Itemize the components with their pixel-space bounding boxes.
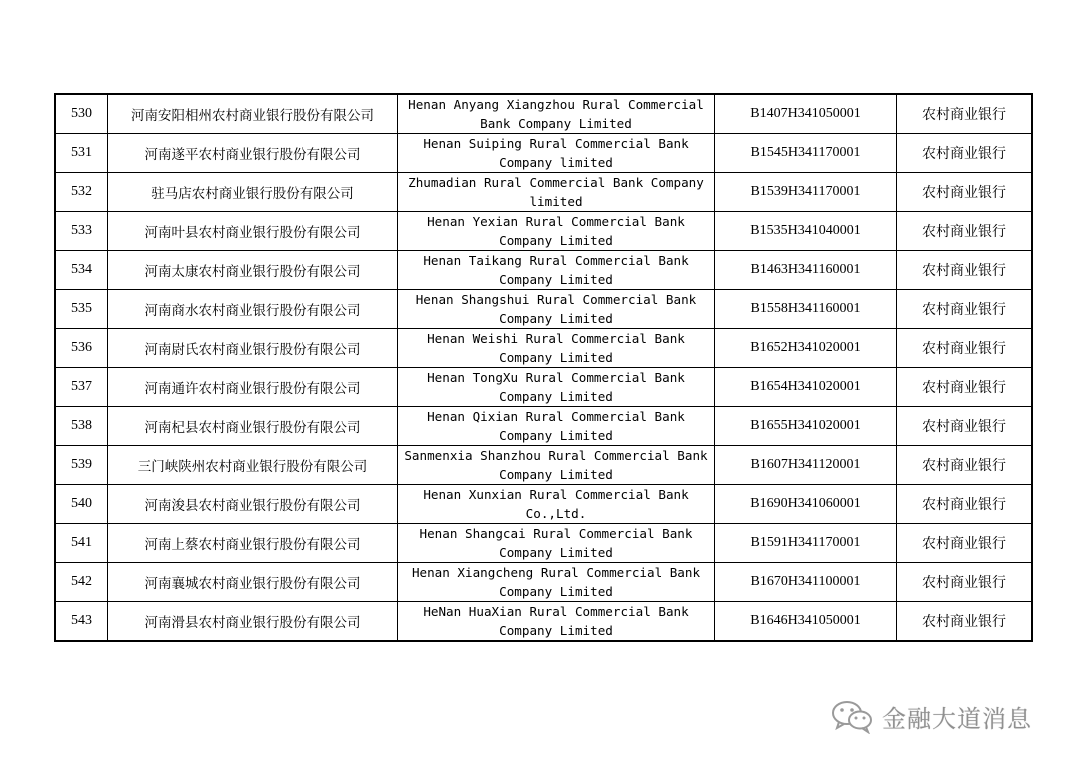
bank-name-english: Henan Xunxian Rural Commercial Bank Co.,Ltd.: [398, 485, 715, 524]
institution-code: B1652H341020001: [715, 329, 897, 368]
row-number: 541: [55, 524, 108, 563]
table-row: [55, 134, 1032, 173]
row-number: 530: [55, 94, 108, 134]
row-number: 534: [55, 251, 108, 290]
watermark: [830, 698, 1032, 734]
institution-type: 农村商业银行: [897, 407, 1033, 446]
bank-name-english: Henan Qixian Rural Commercial Bank Company Limited: [398, 407, 715, 446]
row-number: 539: [55, 446, 108, 485]
institution-type: 农村商业银行: [897, 446, 1033, 485]
bank-name-chinese: 河南叶县农村商业银行股份有限公司: [108, 212, 398, 251]
row-number: 543: [55, 602, 108, 642]
institution-code: B1690H341060001: [715, 485, 897, 524]
bank-name-chinese: 三门峡陕州农村商业银行股份有限公司: [108, 446, 398, 485]
table-row: [55, 290, 1032, 329]
table-row: [55, 329, 1032, 368]
table-row: [55, 173, 1032, 212]
institution-code: B1607H341120001: [715, 446, 897, 485]
bank-name-chinese: 河南滑县农村商业银行股份有限公司: [108, 602, 398, 642]
institution-type: 农村商业银行: [897, 173, 1033, 212]
institution-type: 农村商业银行: [897, 134, 1033, 173]
institution-type: 农村商业银行: [897, 485, 1033, 524]
institution-code: B1407H341050001: [715, 94, 897, 134]
bank-name-english: Henan Weishi Rural Commercial Bank Company Limited: [398, 329, 715, 368]
institution-type: 农村商业银行: [897, 251, 1033, 290]
table-row: [55, 407, 1032, 446]
bank-name-chinese: 河南浚县农村商业银行股份有限公司: [108, 485, 398, 524]
institution-type: 农村商业银行: [897, 329, 1033, 368]
bank-name-english: Zhumadian Rural Commercial Bank Company limited: [398, 173, 715, 212]
table-row: [55, 251, 1032, 290]
institution-code: B1545H341170001: [715, 134, 897, 173]
table-row: [55, 368, 1032, 407]
row-number: 537: [55, 368, 108, 407]
row-number: 533: [55, 212, 108, 251]
institution-code: B1646H341050001: [715, 602, 897, 642]
institution-type: 农村商业银行: [897, 290, 1033, 329]
row-number: 536: [55, 329, 108, 368]
bank-name-chinese: 河南上蔡农村商业银行股份有限公司: [108, 524, 398, 563]
institution-type: 农村商业银行: [897, 602, 1033, 642]
table-row: [55, 563, 1032, 602]
row-number: 542: [55, 563, 108, 602]
bank-name-english: Henan Shangcai Rural Commercial Bank Company Limited: [398, 524, 715, 563]
bank-name-english: Henan Xiangcheng Rural Commercial Bank Company Limited: [398, 563, 715, 602]
bank-name-chinese: 河南商水农村商业银行股份有限公司: [108, 290, 398, 329]
institution-code: B1591H341170001: [715, 524, 897, 563]
bank-name-chinese: 驻马店农村商业银行股份有限公司: [108, 173, 398, 212]
wechat-icon: [830, 698, 874, 734]
institution-code: B1539H341170001: [715, 173, 897, 212]
bank-name-english: Henan Suiping Rural Commercial Bank Company limited: [398, 134, 715, 173]
bank-name-chinese: 河南通许农村商业银行股份有限公司: [108, 368, 398, 407]
row-number: 540: [55, 485, 108, 524]
row-number: 531: [55, 134, 108, 173]
bank-list-table: [54, 93, 1033, 642]
table-row: [55, 485, 1032, 524]
institution-code: B1535H341040001: [715, 212, 897, 251]
bank-name-chinese: 河南太康农村商业银行股份有限公司: [108, 251, 398, 290]
table-row: [55, 446, 1032, 485]
bank-name-english: Henan TongXu Rural Commercial Bank Company Limited: [398, 368, 715, 407]
institution-type: 农村商业银行: [897, 563, 1033, 602]
bank-name-chinese: 河南襄城农村商业银行股份有限公司: [108, 563, 398, 602]
bank-name-chinese: 河南杞县农村商业银行股份有限公司: [108, 407, 398, 446]
table-row: [55, 602, 1032, 642]
institution-code: B1463H341160001: [715, 251, 897, 290]
institution-code: B1655H341020001: [715, 407, 897, 446]
institution-type: 农村商业银行: [897, 524, 1033, 563]
table-row: [55, 524, 1032, 563]
bank-name-english: Henan Taikang Rural Commercial Bank Company Limited: [398, 251, 715, 290]
institution-code: B1558H341160001: [715, 290, 897, 329]
row-number: 535: [55, 290, 108, 329]
institution-code: B1654H341020001: [715, 368, 897, 407]
institution-type: 农村商业银行: [897, 368, 1033, 407]
row-number: 532: [55, 173, 108, 212]
row-number: 538: [55, 407, 108, 446]
bank-name-english: Henan Shangshui Rural Commercial Bank Company Limited: [398, 290, 715, 329]
bank-name-english: HeNan HuaXian Rural Commercial Bank Company Limited: [398, 602, 715, 642]
table-row: [55, 94, 1032, 134]
institution-type: 农村商业银行: [897, 212, 1033, 251]
bank-name-chinese: 河南安阳相州农村商业银行股份有限公司: [108, 94, 398, 134]
bank-name-english: Henan Yexian Rural Commercial Bank Company Limited: [398, 212, 715, 251]
watermark-text: 金融大道消息: [882, 704, 1032, 733]
bank-name-english: Sanmenxia Shanzhou Rural Commercial Bank Company Limited: [398, 446, 715, 485]
bank-name-english: Henan Anyang Xiangzhou Rural Commercial Bank Company Limited: [398, 94, 715, 134]
table-row: [55, 212, 1032, 251]
institution-type: 农村商业银行: [897, 94, 1033, 134]
bank-name-chinese: 河南尉氏农村商业银行股份有限公司: [108, 329, 398, 368]
bank-name-chinese: 河南遂平农村商业银行股份有限公司: [108, 134, 398, 173]
institution-code: B1670H341100001: [715, 563, 897, 602]
